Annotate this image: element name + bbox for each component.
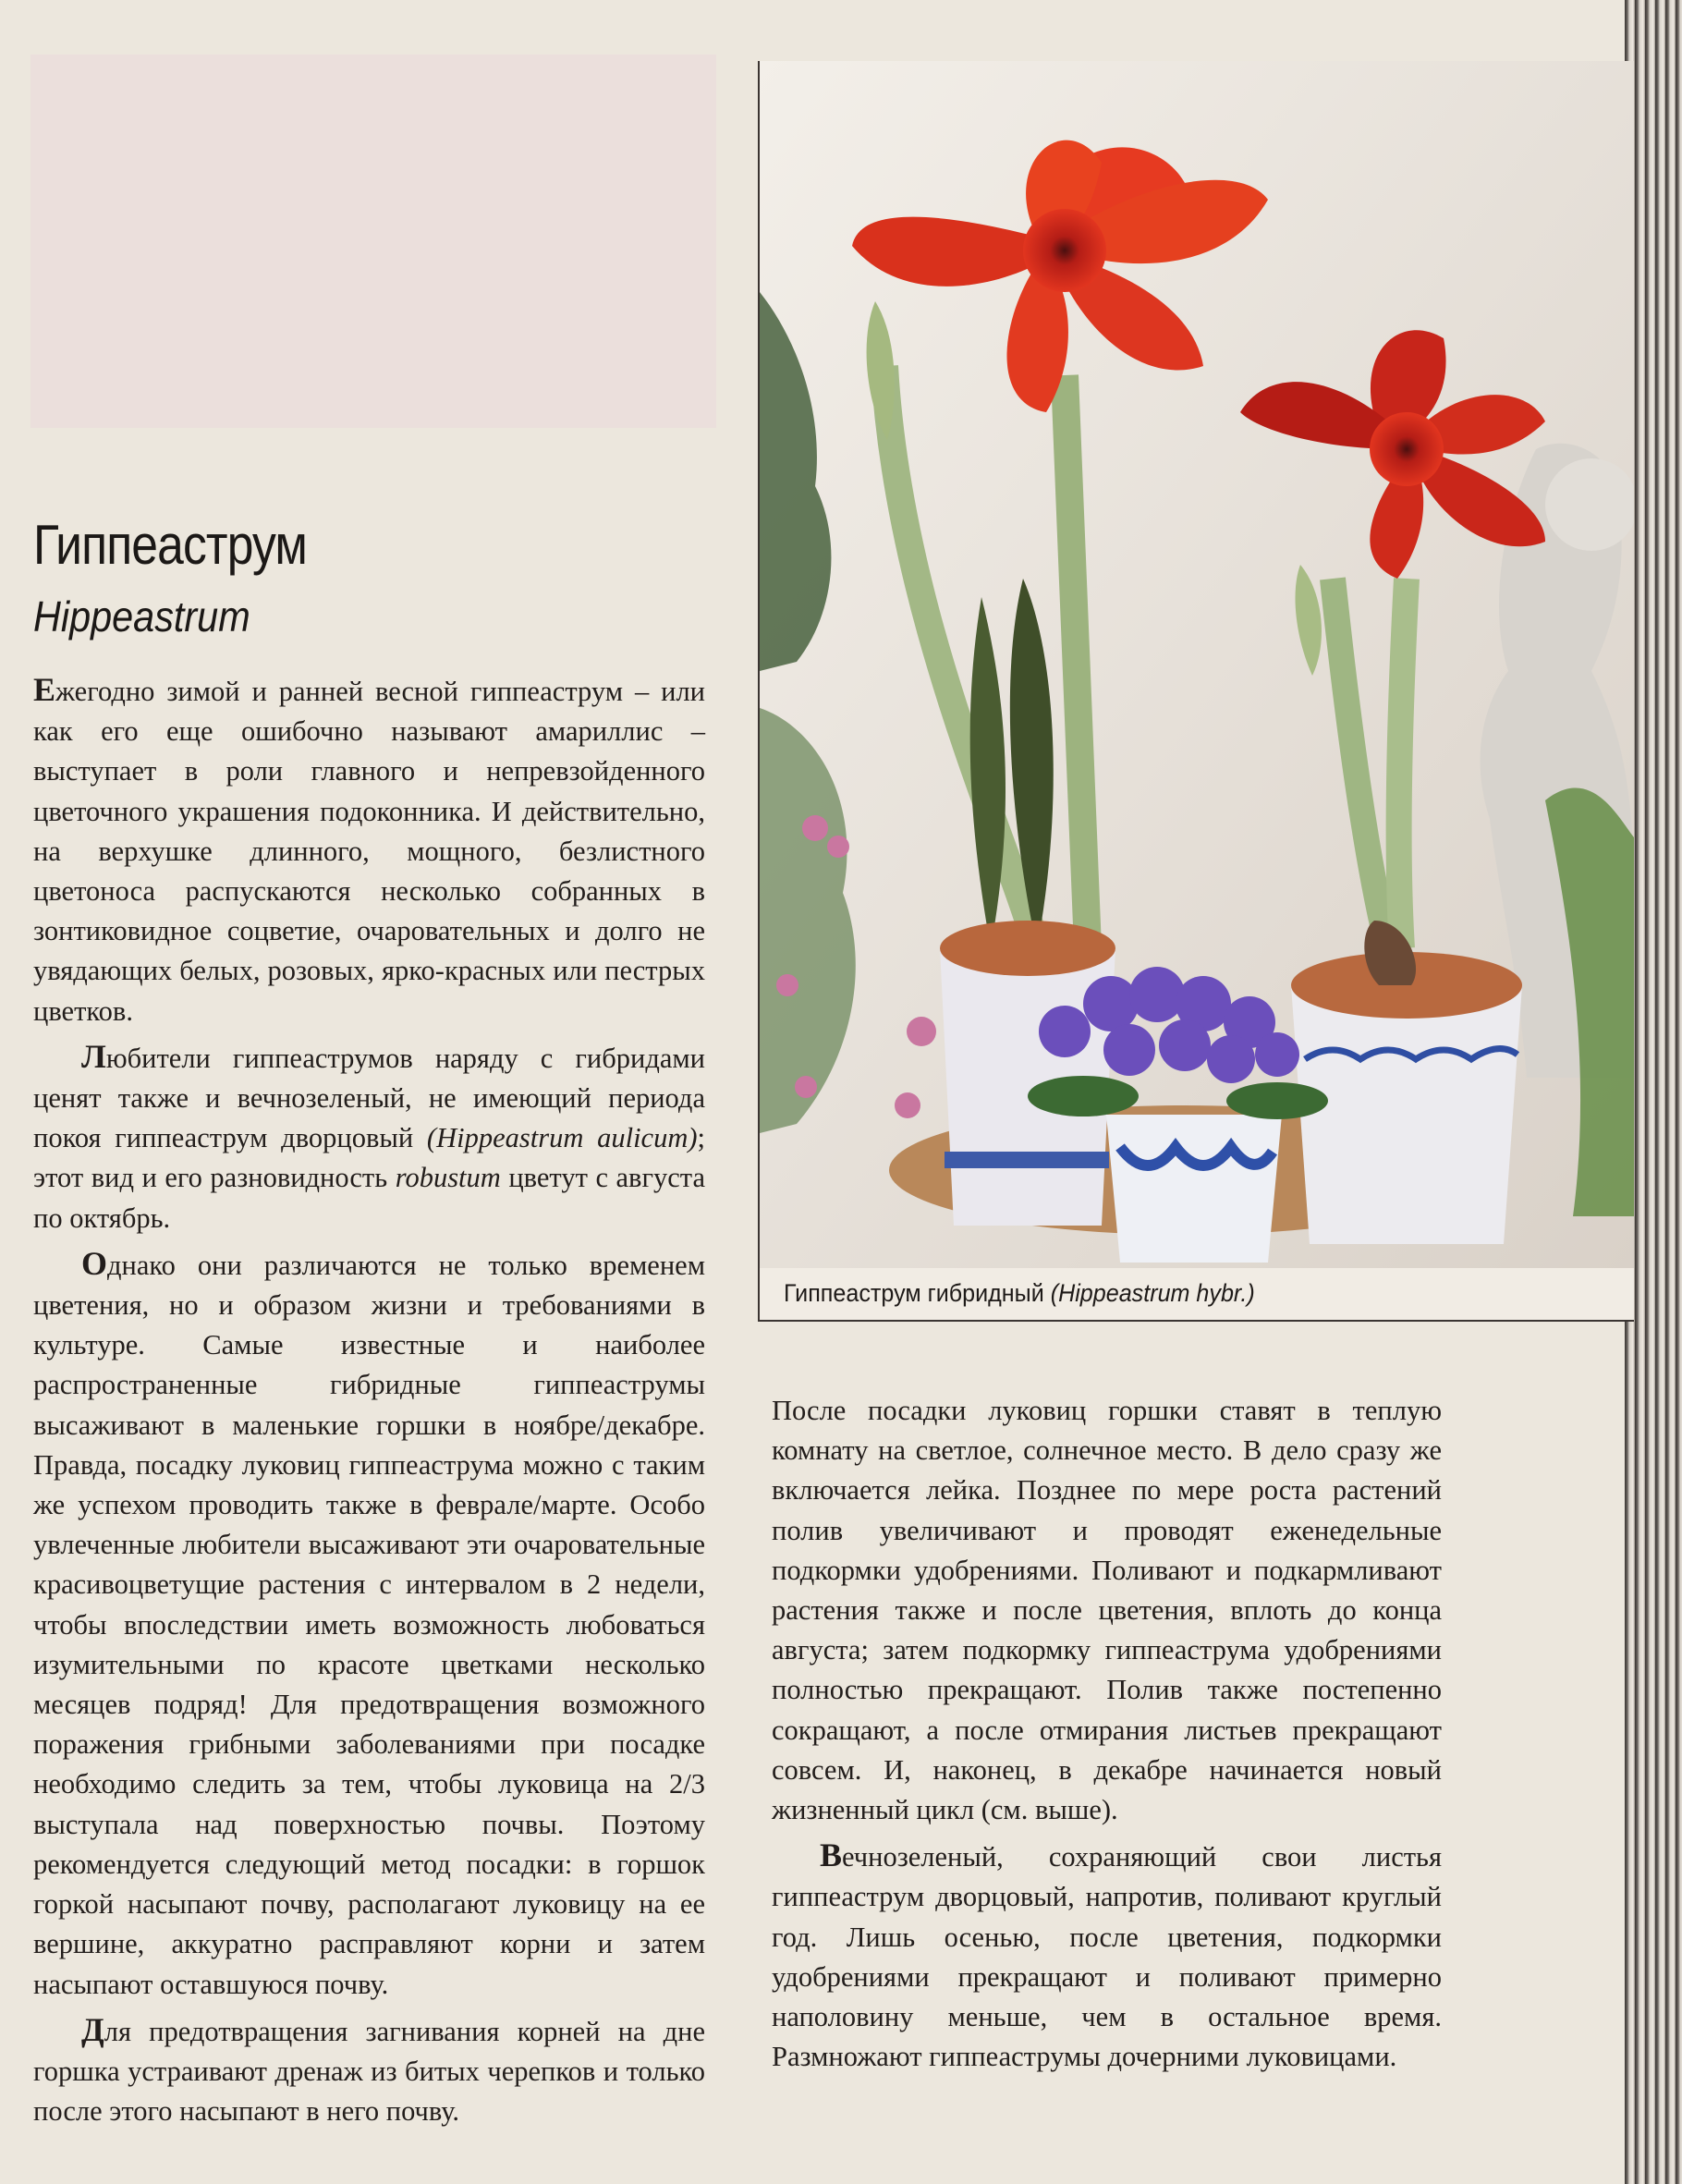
paragraph-4 [33,2010,705,2132]
paragraph-2 [33,1037,705,1238]
drop-cap: В [820,1836,843,1874]
paragraph-text: цветут с августа по октябрь. [33,1162,705,1234]
hippeastrum-photo [760,61,1634,1268]
latin-term: robustum [395,1162,501,1194]
caption-latin: (Hippeastrum hybr.) [1050,1279,1255,1307]
figure-caption [784,1279,1255,1308]
text-column-right [772,1391,1442,2082]
text-column-left [33,670,705,2137]
drop-cap: Л [81,1037,106,1075]
paragraph-text: ля предотвращения загнивания корней на дне горшка устраивают дренаж из битых черепков и только после этого насыпают в него почву. [33,2015,705,2128]
paragraph-text: юбители гиппеаструмов наряду с гибридами ценят также и вечнозеленый, не имеющий периода покоя гиппеаструм дворцовый [33,1042,705,1154]
paragraph-text: днако они различаются не только временем цветения, но и образом жизни и требованиями в культуре. Самые известные и наиболее распространенные гибридные гиппеаструмы высаживают в маленькие горшки в ноябре/декабре. Правда, посадку луковиц гиппеаструма можно с таким же успехом проводить также в феврале/марте. Особо увлеченные любители высаживают эти очаровательные красивоцветущие растения с интервалом в 2 недели, чтобы впоследствии иметь возможность любоваться изумительными по красоте цветками несколько месяцев подряд! Для предотвращения возможного поражения грибными заболеваниями при посадке необходимо следить за тем, чтобы луковица на 2/3 выступала над поверхностью почвы. Поэтому рекомендуется следующий метод посадки: в горшок горкой насыпают почву, располагают луковицу на ее вершине, аккуратно расправляют корни и затем насыпают оставшуюся почву. [33,1249,705,2000]
drop-cap: Д [81,2010,104,2048]
drop-cap: О [81,1244,108,1282]
paragraph-text: жегодно зимой и ранней весной гиппеаструм – или как его еще ошибочно называют амариллис – выступает в роли главного и непревзойденного цветочного украшения подоконника. И действительно, на верхушке длинного, мощного, безлистного цветоноса распускаются несколько собранных в зонтиковидное соцветие, очаровательных и долго не увядающих белых, розовых, ярко-красных или пестрых цветков. [33,676,705,1027]
paragraph-1 [33,670,705,1031]
drop-cap: Е [33,671,56,708]
caption-text: Гиппеаструм гибридный [784,1279,1044,1307]
paragraph-3 [33,1244,705,2005]
article-title: Гиппеаструм [33,514,307,576]
figure [758,61,1634,1322]
latin-term: (Hippeastrum aulicum) [426,1122,698,1154]
paragraph-6 [772,1836,1442,2077]
paragraph-text: ечнозеленый, сохраняющий свои листья гиппеаструм дворцовый, напротив, поливают круглый год. Лишь осенью, после цветения, подкормки удобрениями прекращают и поливают примерно наполовину меньше, чем в остальное время. Размножают гиппеаструмы дочерними луковицами. [772,1841,1442,2073]
blank-image-placeholder [30,55,716,428]
paragraph-5: После посадки луковиц горшки ставят в теплую комнату на светлое, солнечное место. В дело сразу же включается лейка. Позднее по мере роста растений полив увеличивают и проводят еженедельные подкормки удобрениями. Поливают и подкармливают растения также и после цветения, вплоть до конца августа; затем подкормку гиппеаструма удобрениями полностью прекращают. Полив также постепенно сокращают, а после отмирания листьев прекращают совсем. И, наконец, в декабре начинается новый жизненный цикл (см. выше). [772,1395,1442,1826]
latin-name: Hippeastrum [33,592,250,641]
paragraph-text: ; этот вид и его разновидность [33,1122,705,1194]
photo-illustration [760,61,1634,1268]
